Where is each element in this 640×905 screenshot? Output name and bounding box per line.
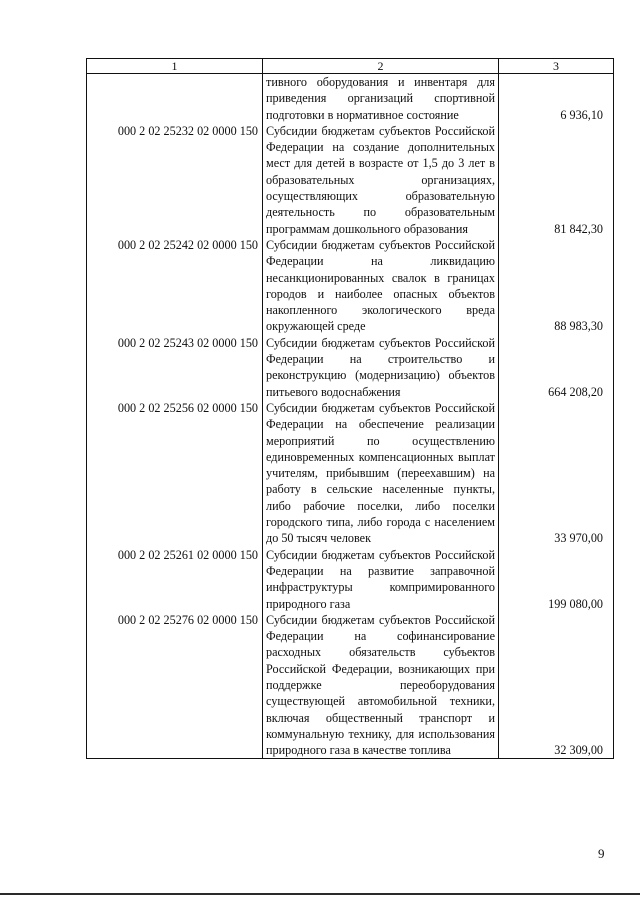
budget-code: 000 2 02 25276 02 0000 150 <box>87 612 263 759</box>
budget-code: 000 2 02 25256 02 0000 150 <box>87 400 263 547</box>
row-amount: 664 208,20 <box>499 335 614 400</box>
row-description: Субсидии бюджетам субъектов Российской Федерации на развитие заправочной инфраструктуры компримированного природного газа <box>263 547 499 612</box>
budget-code: 000 2 02 25242 02 0000 150 <box>87 237 263 335</box>
row-amount: 199 080,00 <box>499 547 614 612</box>
column-header-2: 2 <box>263 59 499 74</box>
row-description: Субсидии бюджетам субъектов Российской Федерации на строительство и реконструкцию (модернизацию) объектов питьевого водоснабжения <box>263 335 499 400</box>
row-amount: 81 842,30 <box>499 123 614 237</box>
row-amount: 32 309,00 <box>499 612 614 759</box>
budget-code: 000 2 02 25261 02 0000 150 <box>87 547 263 612</box>
budget-code: 000 2 02 25232 02 0000 150 <box>87 123 263 237</box>
table-row <box>87 400 614 547</box>
row-description: Субсидии бюджетам субъектов Российской Федерации на софинансирование расходных обязательств субъектов Российской Федерации, возникающих при поддержке переоборудования существующей автомобильной техники, включая общественный транспорт и коммунальную технику, для использования природного газа в качестве топлива <box>263 612 499 759</box>
column-header-3: 3 <box>499 59 614 74</box>
row-description: Субсидии бюджетам субъектов Российской Федерации на создание дополнительных мест для детей в возрасте от 1,5 до 3 лет в образовательных организациях, осуществляющих образовательную деятельность по образовательным программам дошкольного образования <box>263 123 499 237</box>
table-row <box>87 335 614 400</box>
table-header-row <box>87 59 614 74</box>
row-description: Субсидии бюджетам субъектов Российской Федерации на обеспечение реализации мероприятий по осуществлению единовременных компенсационных выплат учителям, прибывшим (переехавшим) на работу в сельские населенные пункты, либо рабочие поселки, либо поселки городского типа, либо города с населением до 50 тысяч человек <box>263 400 499 547</box>
table-row <box>87 547 614 612</box>
table-row <box>87 612 614 759</box>
row-amount: 88 983,30 <box>499 237 614 335</box>
row-amount: 33 970,00 <box>499 400 614 547</box>
budget-code <box>87 74 263 123</box>
page-number: 9 <box>598 846 605 861</box>
table-row <box>87 123 614 237</box>
row-description: Субсидии бюджетам субъектов Российской Федерации на ликвидацию несанкционированных свалок в границах городов и наиболее опасных объектов накопленного экологического вреда окружающей среде <box>263 237 499 335</box>
table-row <box>87 74 614 123</box>
budget-table <box>86 58 614 759</box>
row-amount: 6 936,10 <box>499 74 614 123</box>
bottom-divider <box>0 893 640 895</box>
table-row <box>87 237 614 335</box>
column-header-1: 1 <box>87 59 263 74</box>
budget-code: 000 2 02 25243 02 0000 150 <box>87 335 263 400</box>
row-description: тивного оборудования и инвентаря для приведения организаций спортивной подготовки в нормативное состояние <box>263 74 499 123</box>
